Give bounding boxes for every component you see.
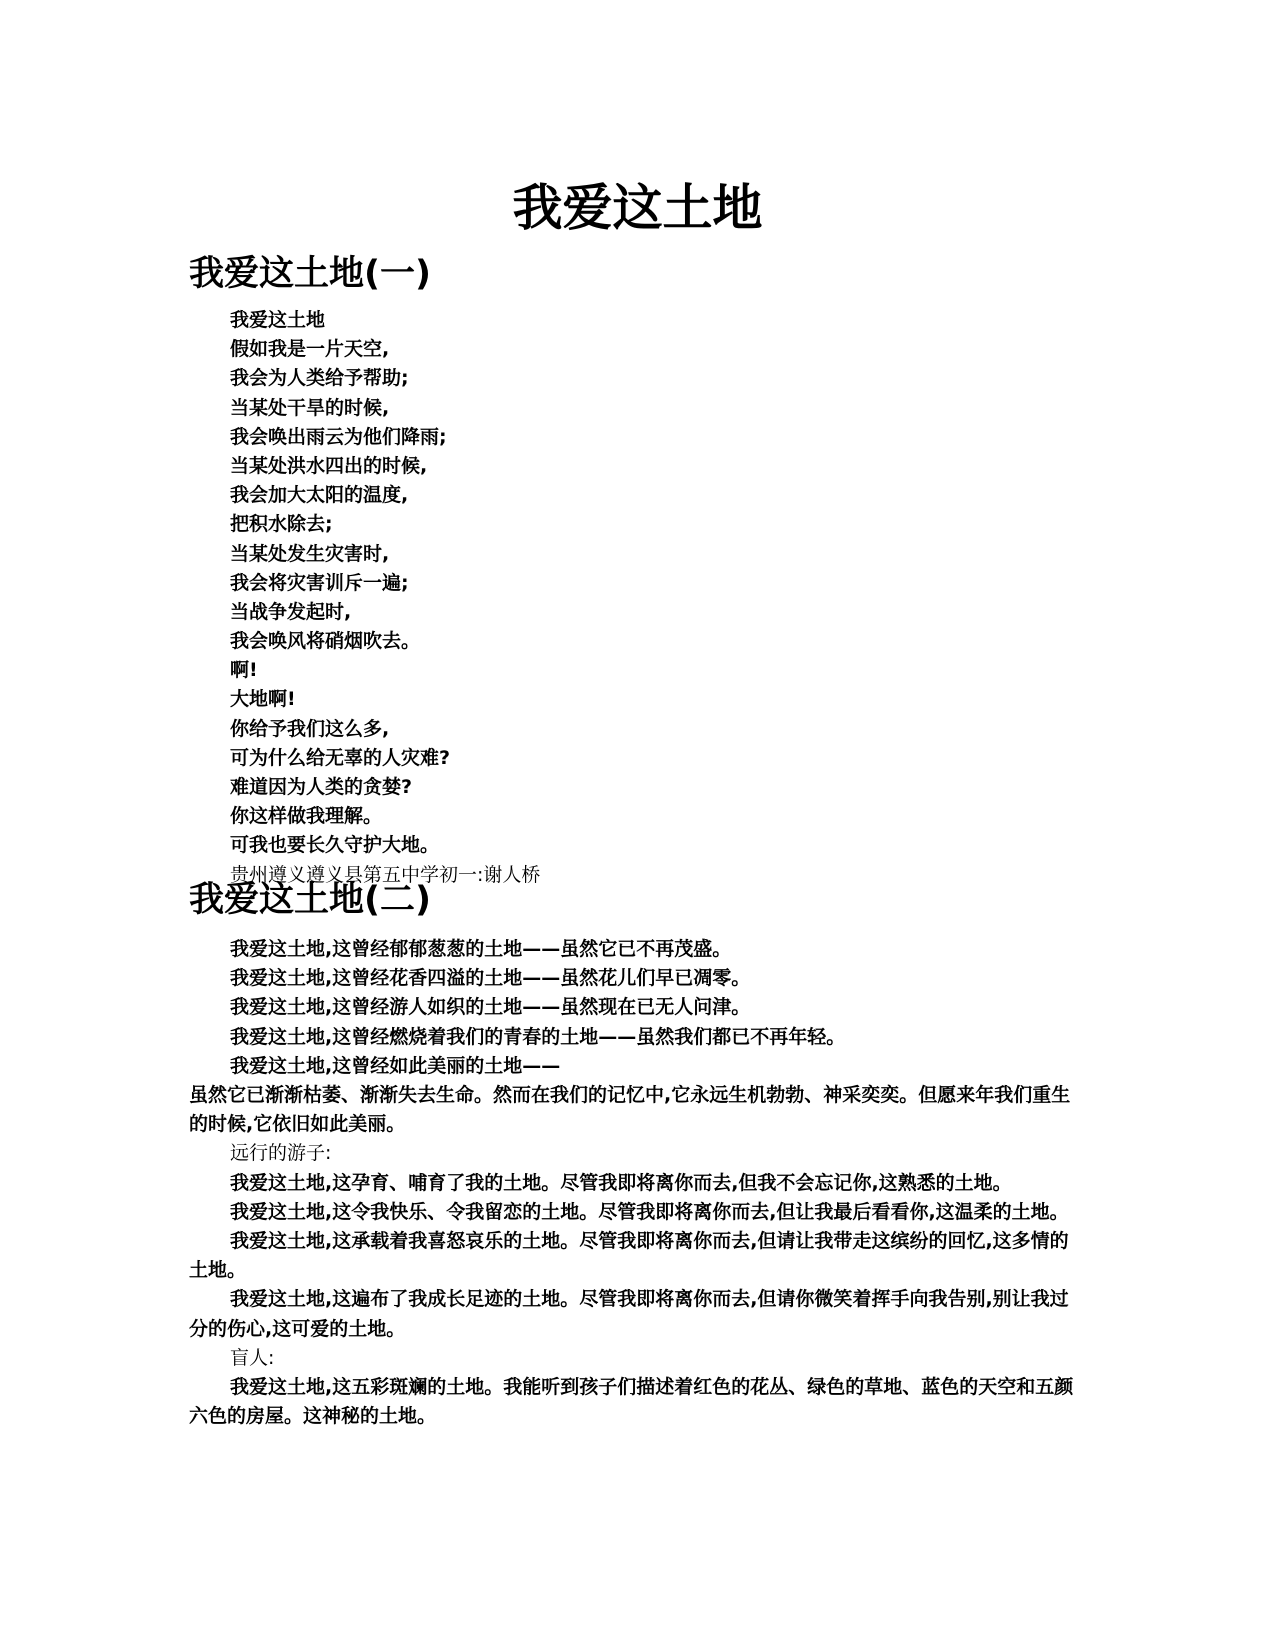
poem-line: 把积水除去; [230, 513, 333, 536]
poem-line: 啊! [230, 659, 258, 682]
paragraph: 虽然它已渐渐枯萎、渐渐失去生命。然而在我们的记忆中,它永远生机勃勃、神采奕奕。但愿来年我们重生的时候,它依旧如此美丽。 [189, 1084, 1071, 1136]
author-credit: 贵州遵义遵义县第五中学初一:谢人桥 [230, 863, 541, 886]
poem-line: 你这样做我理解。 [230, 805, 383, 828]
paragraph: 我爱这土地,这遍布了我成长足迹的土地。尽管我即将离你而去,但请你微笑着挥手向我告别,别让我过分的伤心,这可爱的土地。 [189, 1288, 1069, 1340]
poem-line: 我会为人类给予帮助; [230, 367, 409, 390]
poem-line: 当某处发生灾害时, [230, 542, 390, 565]
paragraph: 我爱这土地,这五彩斑斓的土地。我能听到孩子们描述着红色的花丛、绿色的草地、蓝色的天空和五颜六色的房屋。这神秘的土地。 [189, 1376, 1074, 1428]
poem-line: 当战争发起时, [230, 600, 352, 623]
paragraph: 我爱这土地,这承载着我喜怒哀乐的土地。尽管我即将离你而去,但请让我带走这缤纷的回忆,这多情的土地。 [189, 1230, 1069, 1282]
poem-line: 大地啊! [230, 688, 296, 711]
poem-section-1 [230, 306, 540, 890]
section-heading-1: 我爱这土地(一) [189, 254, 431, 294]
paragraph: 我爱这土地,这令我快乐、令我留恋的土地。尽管我即将离你而去,但让我最后看看你,这温柔的土地。 [230, 1200, 1069, 1223]
poem-line: 我爱这土地 [230, 309, 326, 331]
page-title: 我爱这土地 [512, 179, 763, 237]
subsection-label: 远行的游子: [230, 1142, 332, 1165]
poem-line: 当某处干旱的时候, [230, 396, 390, 419]
poem-line: 我会唤出雨云为他们降雨; [230, 425, 447, 448]
section-heading-2: 我爱这土地(二) [189, 880, 431, 920]
poem-line: 难道因为人类的贪婪? [230, 776, 413, 798]
poem-line: 我会将灾害训斥一遍; [230, 571, 409, 594]
paragraph: 我爱这土地,这曾经郁郁葱葱的土地——虽然它已不再茂盛。 [230, 938, 732, 960]
paragraph: 我爱这土地,这曾经游人如织的土地——虽然现在已无人问津。 [230, 996, 751, 1019]
poem-line: 可我也要长久守护大地。 [230, 834, 440, 857]
paragraph: 我爱这土地,这孕育、哺育了我的土地。尽管我即将离你而去,但我不会忘记你,这熟悉的土地。 [230, 1171, 1012, 1194]
poem-line: 当某处洪水四出的时候, [230, 454, 428, 477]
subsection-label: 盲人: [230, 1346, 275, 1369]
poem-line: 假如我是一片天空, [230, 338, 390, 361]
poem-line: 我会唤风将硝烟吹去。 [230, 630, 421, 653]
poem-line: 我会加大太阳的温度, [230, 484, 409, 507]
poem-line: 可为什么给无辜的人灾难? [230, 746, 451, 769]
prose-section-2 [189, 935, 1079, 1431]
poem-line: 你给予我们这么多, [230, 717, 390, 740]
paragraph: 我爱这土地,这曾经花香四溢的土地——虽然花儿们早已凋零。 [230, 967, 751, 990]
paragraph: 我爱这土地,这曾经如此美丽的土地—— [230, 1054, 561, 1077]
paragraph: 我爱这土地,这曾经燃烧着我们的青春的土地——虽然我们都已不再年轻。 [230, 1025, 846, 1048]
